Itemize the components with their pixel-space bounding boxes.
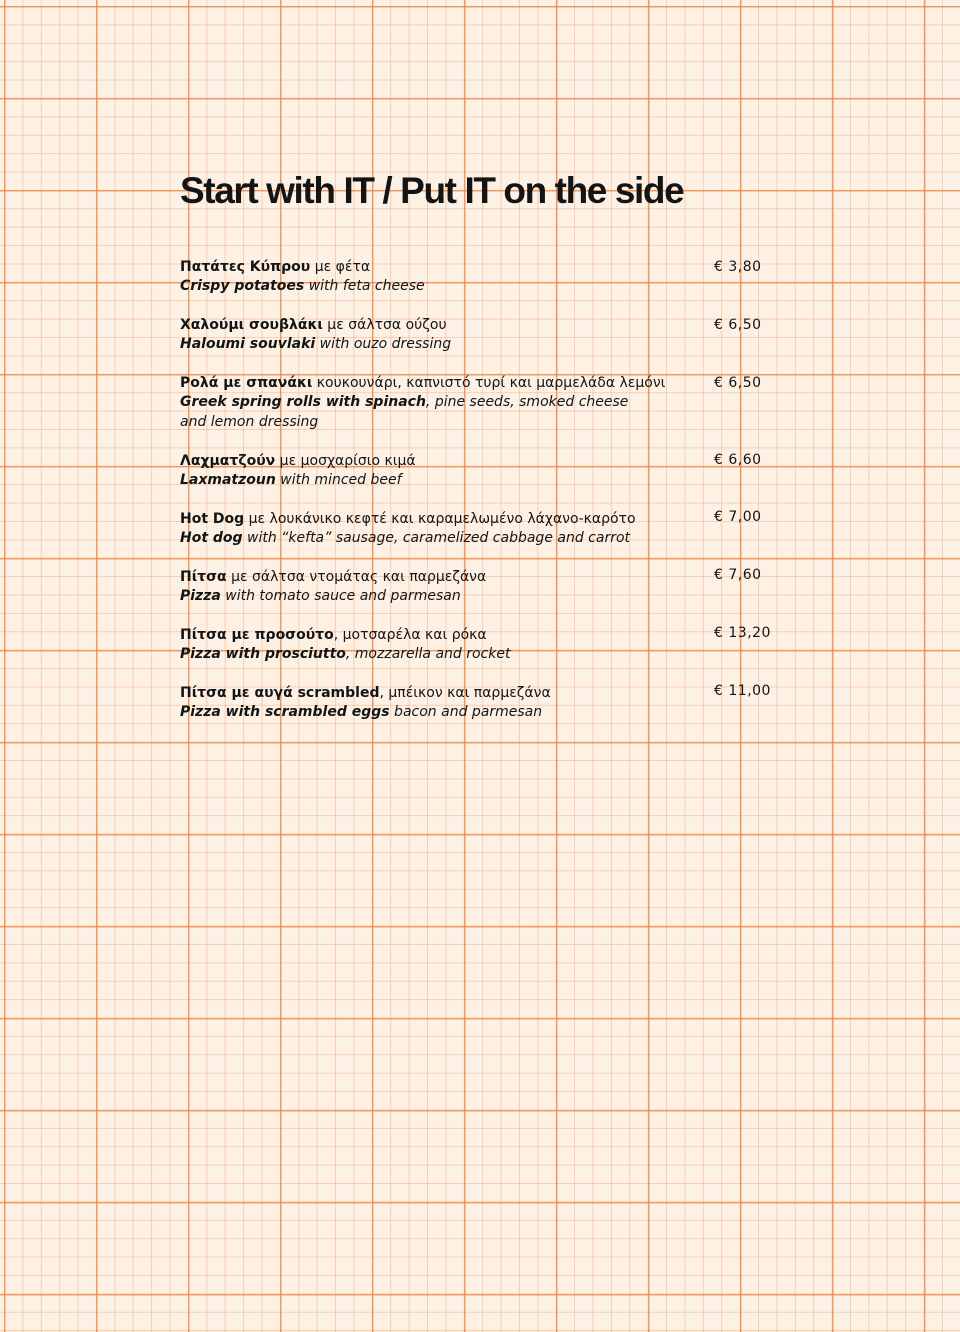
item-price [714, 566, 794, 585]
item-price [714, 316, 794, 335]
item-name-english-desc: with minced beef [275, 472, 402, 489]
menu-item [180, 684, 780, 723]
item-name-greek [180, 258, 780, 277]
euro-symbol: € [714, 509, 724, 525]
price-value: 3,80 [728, 259, 762, 275]
item-name-english-desc: with “kefta” sausage, caramelized cabbage and carrot [242, 530, 631, 547]
item-name-english [180, 335, 780, 354]
item-name-english-desc: , mozzarella and rocket [345, 646, 511, 663]
item-name-english-bold: Crispy potatoes [180, 278, 305, 295]
item-price [714, 508, 794, 527]
menu-item [180, 510, 780, 549]
item-name-greek-desc: κουκουνάρι, καπνιστό τυρί και μαρμελάδα λεμόνι [312, 375, 666, 391]
item-name-greek-bold: Πίτσα με προσούτο [180, 627, 334, 643]
item-name-english-desc-cont: and lemon dressing [180, 413, 319, 430]
item-name-greek-desc: , μπέικον και παρμεζάνα [379, 685, 551, 701]
page-title: Start with IT / Put IT on the side [180, 170, 684, 211]
item-name-greek-desc: με λουκάνικο κεφτέ και καραμελωμένο λάχανο-καρότο [244, 511, 636, 527]
euro-symbol: € [714, 567, 724, 583]
item-name-greek [180, 316, 780, 335]
item-name-english-desc: with feta cheese [304, 278, 425, 295]
item-name-english-cont [180, 413, 780, 432]
item-name-greek [180, 684, 780, 703]
item-name-greek-bold: Πίτσα με αυγά scrambled [180, 685, 380, 701]
item-name-greek-bold: Πίτσα [180, 569, 227, 585]
item-name-greek-bold: Χαλούμι σουβλάκι [180, 317, 323, 333]
price-value: 13,20 [728, 625, 771, 641]
item-name-english-bold: Pizza with scrambled eggs [180, 704, 390, 721]
price-value: 6,50 [728, 375, 762, 391]
item-name-english-bold: Greek spring rolls with spinach [180, 394, 426, 411]
menu-item [180, 258, 780, 297]
price-value: 11,00 [728, 683, 771, 699]
menu-item [180, 452, 780, 491]
item-name-english [180, 587, 780, 606]
euro-symbol: € [714, 452, 724, 468]
price-value: 6,60 [728, 452, 762, 468]
euro-symbol: € [714, 317, 724, 333]
item-name-english-desc: bacon and parmesan [389, 704, 543, 721]
item-name-english-bold: Laxmatzoun [180, 472, 276, 489]
item-name-english [180, 471, 780, 490]
item-name-english-desc: with tomato sauce and parmesan [220, 588, 461, 605]
item-name-greek-desc: με μοσχαρίσιο κιμά [275, 453, 416, 469]
item-price [714, 451, 794, 470]
item-name-greek-desc: με σάλτσα ντομάτας και παρμεζάνα [226, 569, 487, 585]
item-name-greek-bold: Λαχματζούν [180, 453, 276, 469]
item-name-english-desc: , pine seeds, smoked cheese [425, 394, 629, 411]
item-name-greek-desc: με σάλτσα ούζου [322, 317, 447, 333]
item-name-greek-desc: με φέτα [310, 259, 371, 275]
item-name-greek-bold: Hot Dog [180, 511, 245, 527]
item-price [714, 682, 794, 701]
item-price [714, 624, 794, 643]
item-name-english-bold: Hot dog [180, 530, 243, 547]
item-name-english [180, 645, 780, 664]
item-name-greek [180, 510, 780, 529]
price-value: 7,00 [728, 509, 762, 525]
price-value: 7,60 [728, 567, 762, 583]
price-value: 6,50 [728, 317, 762, 333]
item-price [714, 258, 794, 277]
item-name-greek-bold: Πατάτες Κύπρου [180, 259, 311, 275]
item-name-english-bold: Haloumi souvlaki [180, 336, 316, 353]
euro-symbol: € [714, 683, 724, 699]
item-price [714, 374, 794, 393]
item-name-greek-desc: , μοτσαρέλα και ρόκα [333, 627, 487, 643]
item-name-greek [180, 626, 780, 645]
item-name-english [180, 393, 780, 412]
euro-symbol: € [714, 259, 724, 275]
euro-symbol: € [714, 375, 724, 391]
item-name-greek [180, 568, 780, 587]
item-name-greek-bold: Ρολά με σπανάκι [180, 375, 313, 391]
item-name-english-bold: Pizza [180, 588, 221, 605]
item-name-english [180, 529, 780, 548]
item-name-english-bold: Pizza with prosciutto [180, 646, 346, 663]
item-name-english-desc: with ouzo dressing [315, 336, 452, 353]
item-name-english [180, 703, 780, 722]
item-name-greek [180, 374, 780, 393]
menu-item [180, 568, 780, 607]
menu-item [180, 316, 780, 355]
euro-symbol: € [714, 625, 724, 641]
item-name-greek [180, 452, 780, 471]
menu-item [180, 626, 780, 665]
menu-item [180, 374, 780, 432]
item-name-english [180, 277, 780, 296]
